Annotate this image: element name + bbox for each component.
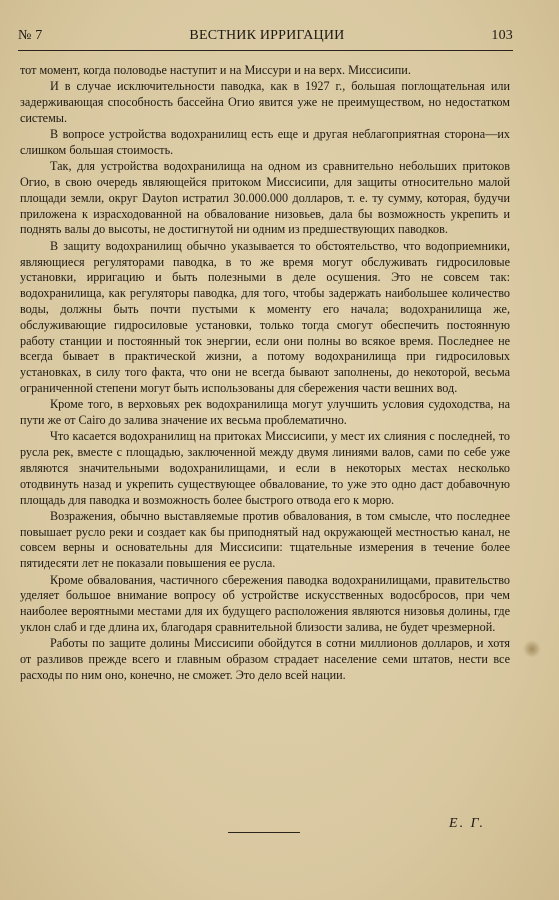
issue-number: № 7 — [18, 28, 43, 43]
paragraph: Что касается водохранилищ на притоках Миссисипи, у мест их слияния с последней, то русла рек, вместе с площадью, заключенной между двумя линиями валов, сами по себе уже являются значительными водохранилищами, и если в некоторых местах несколько отодвинуть назад и укрепить существующее обвалование, то уже это одно даст добавочную площадь для паводка и возможность более быстрого отвода его к морю. — [20, 429, 510, 507]
paragraph: Возражения, обычно выставляемые против обвалования, в том смысле, что последнее повышает русло реки и создает как бы приподнятый над окружающей местностью канал, не совсем верны и основательны для Миссисипи: тщательные измерения в течение более пятидесяти лет не показали повышения ее русла. — [20, 508, 510, 571]
paragraph: Кроме обвалования, частичного сбережения паводка водохранилищами, правительство уделяет большое внимание вопросу об устройстве искусственных водосбросов, при чем наиболее вероятными местами для их будущего расположения являются низовья долины, где уклон слаб и где длина их, благодаря сравнительной близости залива, не будет чрезмерной. — [20, 572, 510, 634]
page-number: 103 — [491, 28, 513, 43]
paragraph: И в случае исключительности паводка, как в 1927 г., большая поглощательная или задерживающая способность бассейна Огио явится уже не преимуществом, но недостатком системы. — [20, 79, 510, 125]
journal-title: ВЕСТНИК ИРРИГАЦИИ — [189, 28, 345, 43]
article-body — [20, 63, 510, 684]
paragraph: Так, для устройства водохранилища на одном из сравнительно небольших притоков Огио, в свою очередь являющейся притоком Миссисипи, для защиты относительно малой площади земли, округ Dayton истратил 30.000.000 долларов, т. е. ту сумму, которая, будучи приложена к израсходованной на обвалование низовьев, дала бы возможность укрепить и поднять валы до высоты, не достигнутой ни одним из предшествующих паводков. — [20, 159, 510, 237]
author-signature: Е. Г. — [449, 816, 485, 831]
running-header — [18, 28, 513, 46]
paragraph: тот момент, когда половодье наступит и на Миссури и на верх. Миссисипи. — [20, 63, 411, 77]
paragraph: В вопросе устройства водохранилищ есть еще и другая неблагоприятная сторона—их слишком большая стоимость. — [20, 127, 510, 157]
end-rule — [228, 832, 300, 833]
paragraph: В защиту водохранилищ обычно указывается то обстоятельство, что водоприемники, являющиеся регуляторами паводка, в то же время могут обслуживать гидросиловые установки, ирригацию и быть полезными в деле осушения. Это не совсем так: водохранилища, как регуляторы паводка, для того, чтобы задержать наибольшее количество воды, должны быть почти пустыми к моменту его начала; водохранилища же, обслуживающие гидросиловые установки, только тогда смогут обеспечить постоянную работу станции и постоянный ток энергии, если они полны во всякое время. Последнее не всегда бывает в практической жизни, а потому водохранилища при гидросиловых установках, в силу того факта, что они не всегда бывают заполнены, до некоторой, весьма ограниченной степени могут быть использованы для сбережения части вешних вод. — [20, 238, 510, 395]
paragraph: Работы по защите долины Миссисипи обойдутся в сотни миллионов долларов, и хотя от разливов прежде всего и главным образом страдает население семи штатов, нести все расходы по ним оно, конечно, не сможет. Это дело всей нации. — [20, 636, 510, 682]
header-rule — [18, 50, 513, 51]
paper-stain — [523, 640, 541, 658]
paragraph: Кроме того, в верховьях рек водохранилища могут улучшить условия судоходства, на пути же от Cairo до залива значение их весьма проблематично. — [20, 397, 510, 428]
